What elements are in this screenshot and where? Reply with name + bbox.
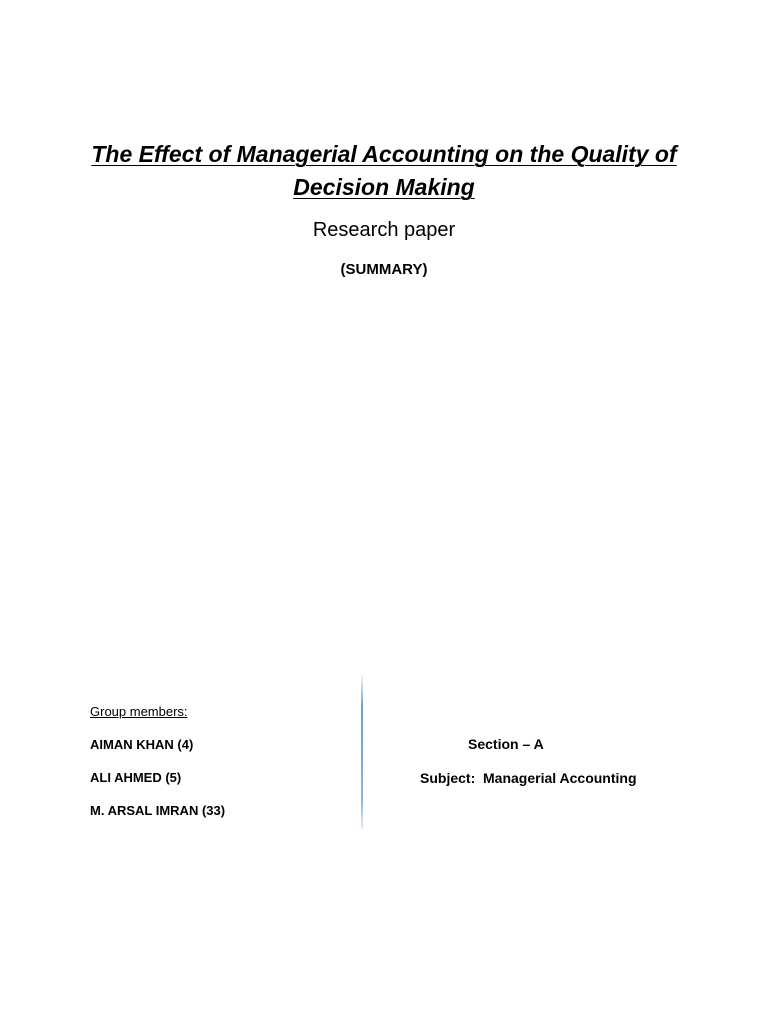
group-member: AIMAN KHAN (4) [90, 737, 194, 752]
document-title: The Effect of Managerial Accounting on the Quality of Decision Making [91, 141, 677, 200]
group-members-label: Group members: [90, 704, 188, 719]
subject-info: Subject: Managerial Accounting [420, 770, 637, 786]
document-subtitle: Research paper [312, 219, 456, 241]
section-info: Section – A [468, 736, 544, 752]
group-member: M. ARSAL IMRAN (33) [90, 803, 226, 818]
summary-label: (SUMMARY) [340, 261, 428, 278]
group-member: ALI AHMED (5) [90, 770, 182, 785]
vertical-divider [361, 676, 363, 830]
